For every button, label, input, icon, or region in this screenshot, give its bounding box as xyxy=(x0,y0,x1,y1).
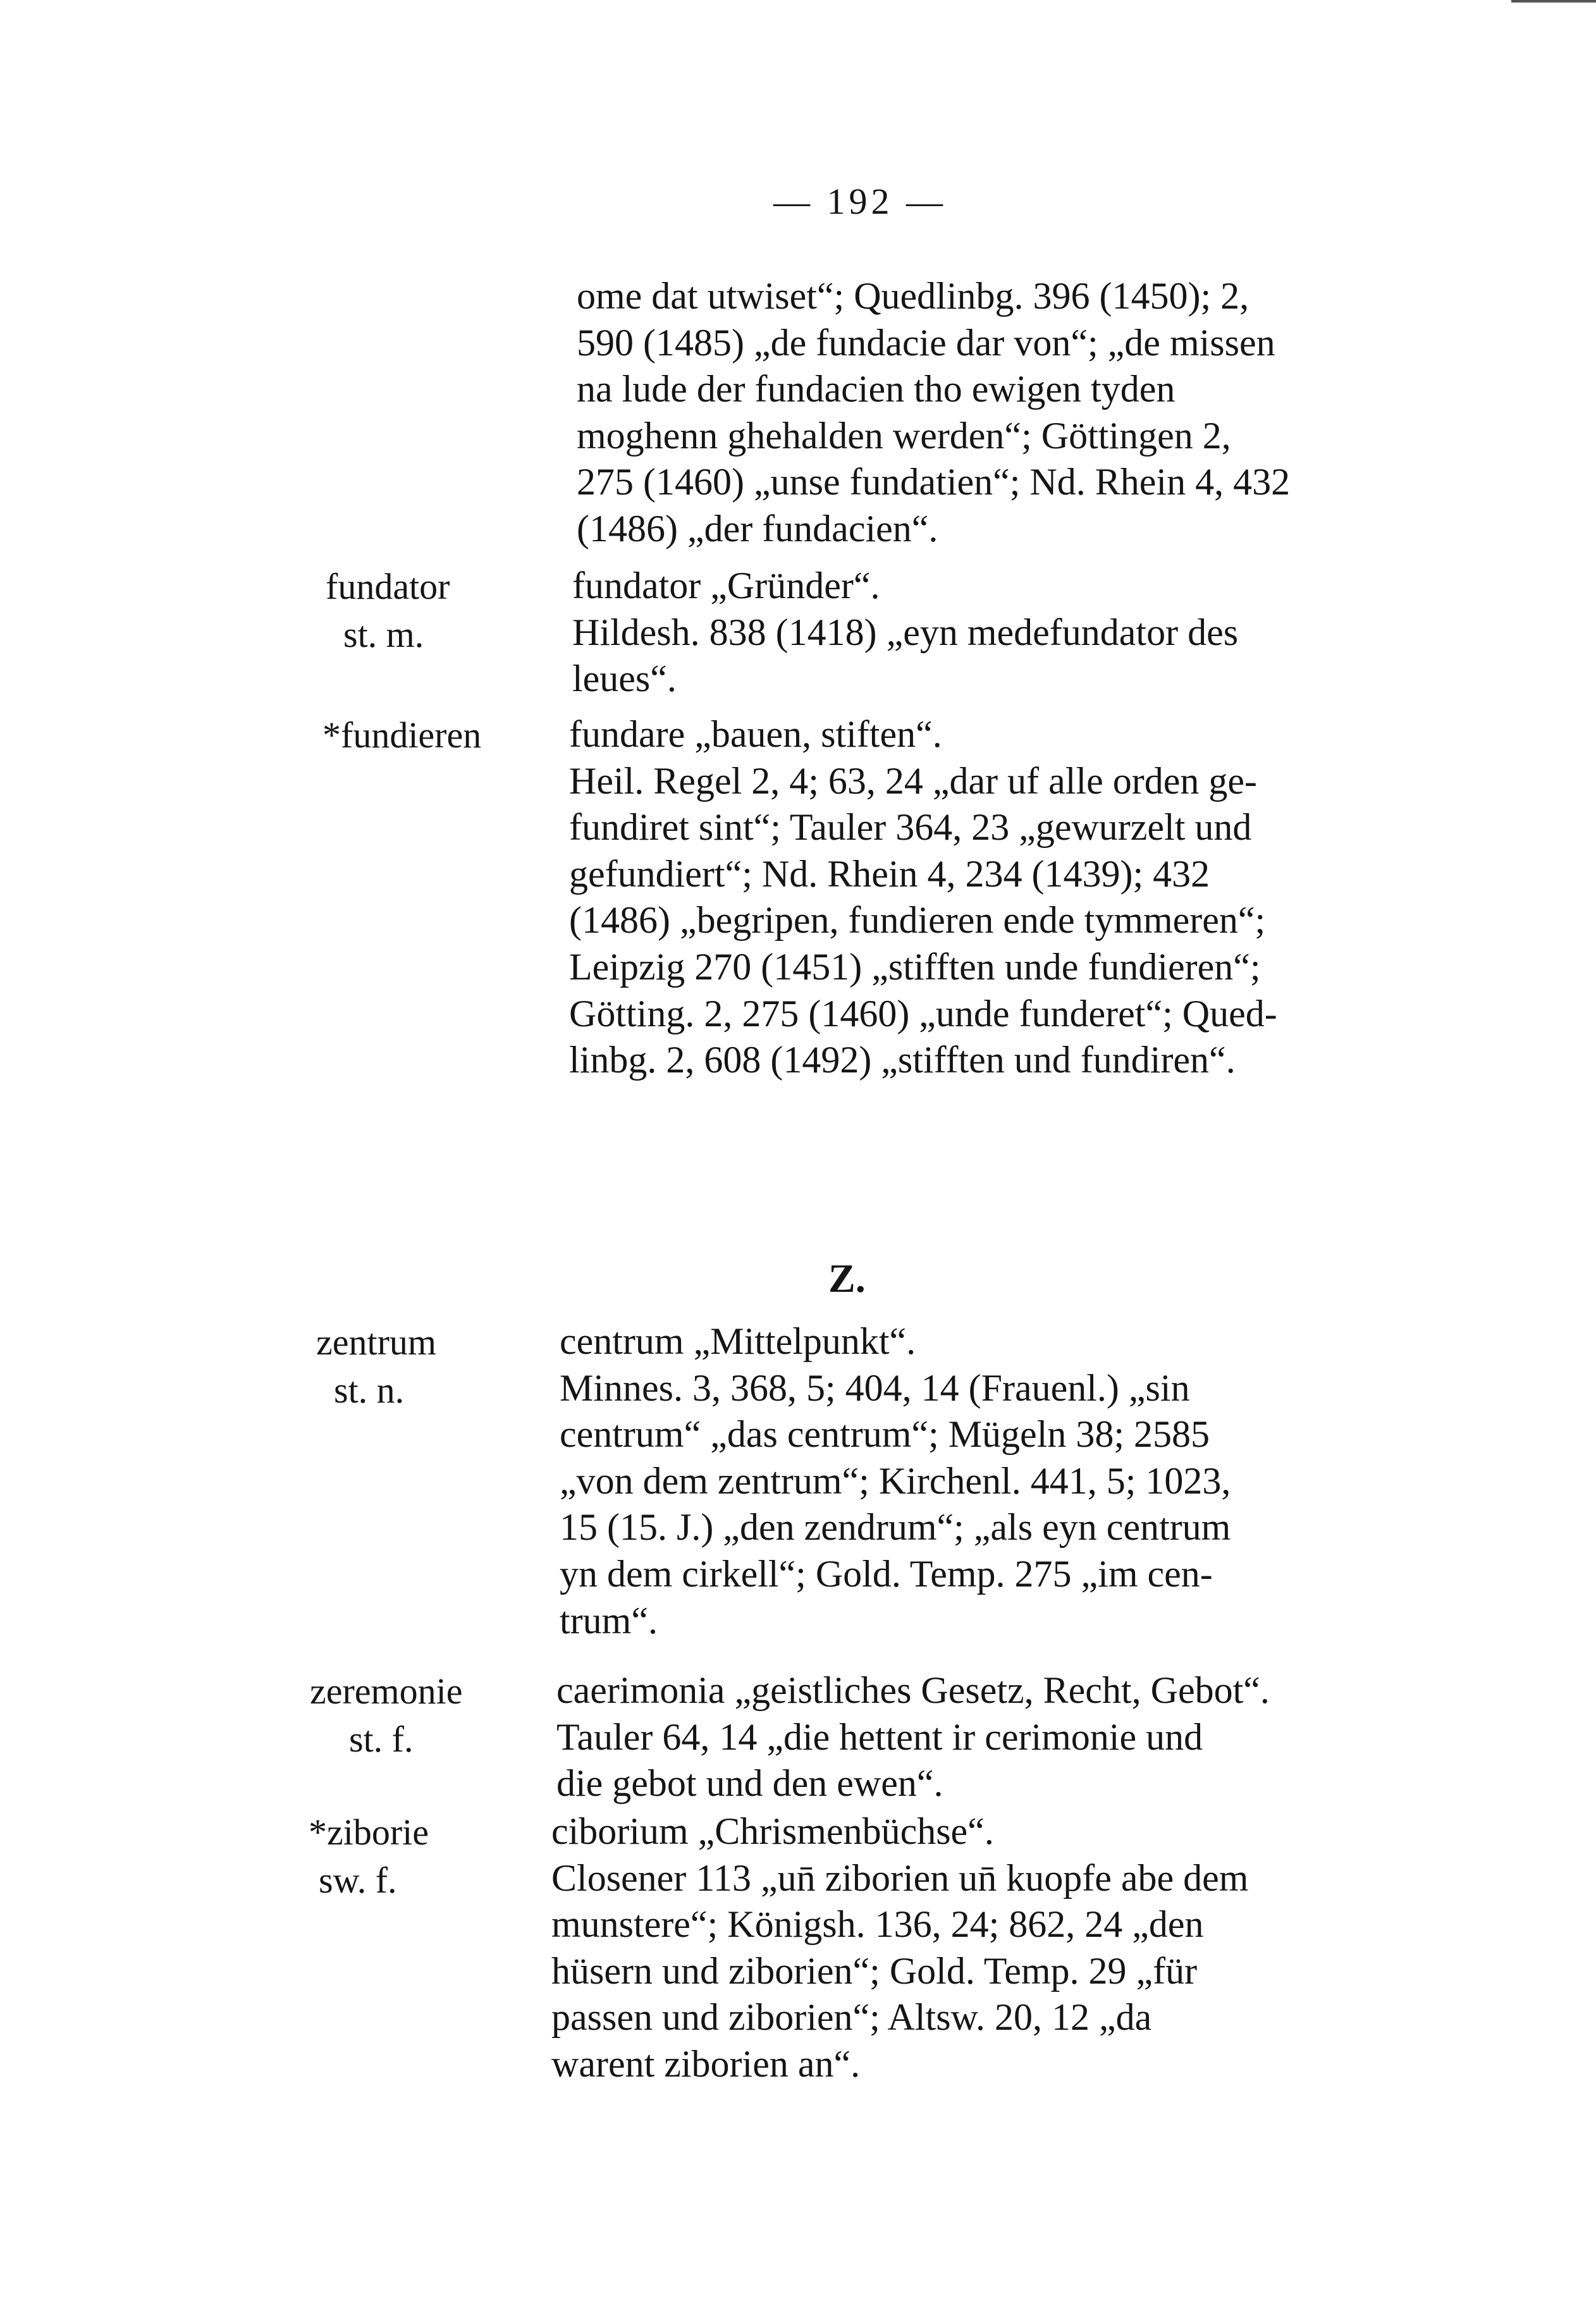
grammar-label: sw. f. xyxy=(319,1860,397,1901)
grammar-label: st. m. xyxy=(343,614,424,655)
body-line: Tauler 64, 14 „die hettent ir cerimonie und xyxy=(556,1715,1203,1758)
body-line: (1486) „begripen, fundieren ende tymmeren“; xyxy=(569,899,1266,942)
body-line: caerimonia „geistliches Gesetz, Recht, Gebot“. xyxy=(556,1669,1270,1711)
entry-ziborie-body xyxy=(551,1808,1396,2088)
grammar-label: st. n. xyxy=(334,1370,405,1411)
body-line: 275 (1460) „unse fundatien“; Nd. Rhein 4, 432 xyxy=(577,461,1291,503)
section-heading: Z. xyxy=(828,1256,866,1301)
entry-fundator-body xyxy=(572,563,1416,703)
body-line: fundator „Gründer“. xyxy=(572,565,880,606)
body-line: fundare „bauen, stiften“. xyxy=(569,713,942,755)
body-line: 590 (1485) „de fundacie dar von“; „de missen xyxy=(577,321,1275,364)
body-line: die gebot und den ewen“. xyxy=(556,1762,943,1805)
body-line: (1486) „der fundacien“. xyxy=(577,507,938,549)
body-line: 15 (15. J.) „den zendrum“; „als eyn centrum xyxy=(560,1506,1231,1549)
body-line: centrum“ „das centrum“; Mügeln 38; 2585 xyxy=(560,1413,1210,1456)
body-line: „von dem zentrum“; Kirchenl. 441, 5; 1023, xyxy=(560,1459,1231,1502)
grammar-label: st. f. xyxy=(349,1719,414,1760)
body-line: Minnes. 3, 368, 5; 404, 14 (Frauenl.) „sin xyxy=(560,1366,1190,1409)
top-edge-rule xyxy=(1511,0,1596,3)
entry-continuation-body xyxy=(577,273,1421,553)
body-line: Leipzig 270 (1451) „stifften unde fundieren“; xyxy=(569,945,1261,988)
headword: *fundieren xyxy=(322,715,482,756)
body-line: fundiret sint“; Tauler 364, 23 „gewurzelt und xyxy=(569,806,1252,849)
body-line: Hildesh. 838 (1418) „eyn medefundator des xyxy=(572,611,1239,653)
body-line: Götting. 2, 275 (1460) „unde funderet“; Qued- xyxy=(569,992,1277,1034)
body-line: Closener 113 „un̄ ziborien un̄ kuopfe abe dem xyxy=(551,1857,1249,1899)
body-line: ome dat utwiset“; Quedlinbg. 396 (1450); 2, xyxy=(577,275,1249,317)
entry-zentrum-body xyxy=(560,1318,1404,1644)
lemma-fundieren xyxy=(322,711,481,759)
lemma-fundator xyxy=(326,563,450,659)
headword: zeremonie xyxy=(310,1671,463,1712)
entry-zeremonie-body xyxy=(556,1667,1401,1807)
headword: fundator xyxy=(326,566,450,607)
body-line: centrum „Mittelpunkt“. xyxy=(560,1320,916,1362)
body-line: passen und ziborien“; Altsw. 20, 12 „da xyxy=(551,1996,1152,2039)
body-line: gefundiert“; Nd. Rhein 4, 234 (1439); 432 xyxy=(569,852,1210,895)
body-line: trum“. xyxy=(560,1599,658,1642)
body-line: leues“. xyxy=(572,658,677,700)
body-line: linbg. 2, 608 (1492) „stifften und fundiren“. xyxy=(569,1039,1236,1081)
page-number: — 192 — xyxy=(773,181,947,222)
headword: zentrum xyxy=(316,1322,437,1363)
body-line: hüsern und ziborien“; Gold. Temp. 29 „für xyxy=(551,1949,1198,1992)
body-line: munstere“; Königsh. 136, 24; 862, 24 „den xyxy=(551,1903,1204,1946)
lemma-zeremonie xyxy=(310,1667,463,1764)
body-line: warent ziborien an“. xyxy=(551,2042,861,2085)
body-line: yn dem cirkell“; Gold. Temp. 275 „im cen- xyxy=(560,1552,1213,1595)
body-line: Heil. Regel 2, 4; 63, 24 „dar uf alle orden ge- xyxy=(569,759,1257,802)
body-line: ciborium „Chrismenbüchse“. xyxy=(551,1810,994,1852)
lemma-zentrum xyxy=(316,1318,436,1415)
entry-fundieren-body xyxy=(569,711,1413,1084)
body-line: na lude der fundacien tho ewigen tyden xyxy=(577,368,1176,410)
body-line: moghenn ghehalden werden“; Göttingen 2, xyxy=(577,414,1231,457)
lemma-ziborie xyxy=(309,1808,429,1905)
headword: *ziborie xyxy=(309,1812,429,1853)
